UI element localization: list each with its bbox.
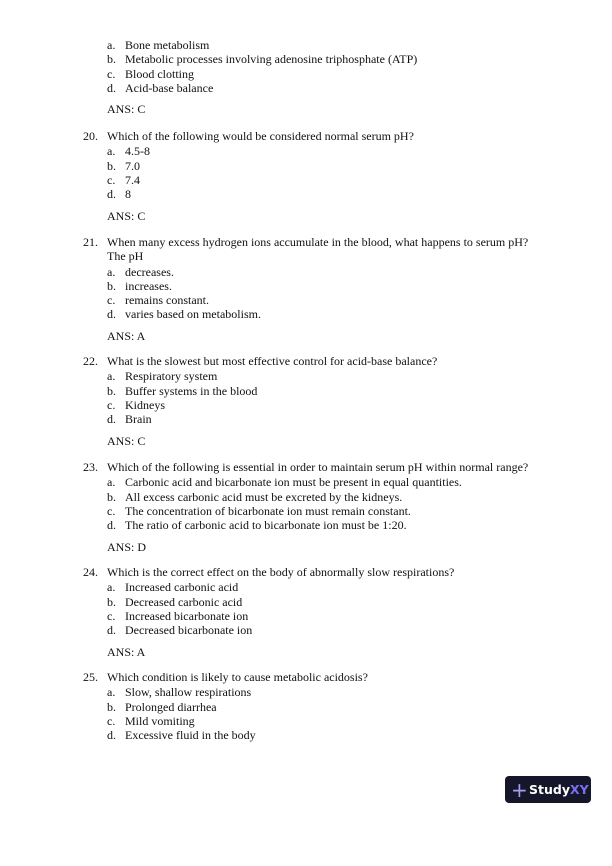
option-letter: d.	[107, 80, 116, 95]
answer-option	[0, 369, 612, 383]
answer-option	[0, 518, 612, 532]
option-text: increases.	[125, 278, 172, 293]
option-letter: c.	[107, 608, 116, 623]
option-text: decreases.	[125, 264, 174, 279]
option-text: 4.5-8	[125, 144, 150, 159]
option-letter: c.	[107, 293, 116, 308]
option-letter: c.	[107, 397, 116, 412]
answer-option	[0, 412, 612, 426]
question-line	[0, 129, 612, 143]
question-number: 23.	[83, 460, 98, 474]
option-text: The concentration of bicarbonate ion must remain constant.	[125, 503, 411, 518]
plus-icon: +	[511, 777, 528, 802]
question-block	[0, 129, 612, 223]
answer-option	[0, 52, 612, 66]
question-block	[0, 354, 612, 448]
option-text: varies based on metabolism.	[125, 307, 261, 322]
option-letter: d.	[107, 412, 116, 427]
option-text: Buffer systems in the blood	[125, 383, 258, 398]
studyxy-logo[interactable]	[505, 776, 591, 803]
answer-option	[0, 609, 612, 623]
answer-option	[0, 504, 612, 518]
question-text: What is the slowest but most effective control for acid-base balance?	[107, 354, 438, 368]
question-block	[0, 670, 612, 742]
answer-key: ANS: D	[107, 539, 147, 554]
option-text: Kidneys	[125, 397, 165, 412]
question-text: Which of the following would be considered normal serum pH?	[107, 129, 414, 143]
option-text: 8	[125, 187, 131, 202]
option-letter: d.	[107, 307, 116, 322]
answer-key: ANS: A	[107, 644, 146, 659]
option-letter: b.	[107, 383, 116, 398]
answer-option	[0, 700, 612, 714]
question-number: 24.	[83, 565, 98, 579]
answer-key: ANS: C	[107, 208, 146, 223]
option-letter: b.	[107, 489, 116, 504]
option-text: remains constant.	[125, 293, 209, 308]
option-text: Slow, shallow respirations	[125, 685, 252, 700]
option-letter: a.	[107, 144, 116, 159]
question-text: Which of the following is essential in order to maintain serum pH within normal range?	[107, 460, 529, 474]
question-block	[0, 565, 612, 659]
option-letter: a.	[107, 580, 116, 595]
option-letter: d.	[107, 623, 116, 638]
option-letter: c.	[107, 713, 116, 728]
option-text: Metabolic processes involving adenosine triphosphate (ATP)	[125, 52, 418, 67]
answer-option	[0, 173, 612, 187]
answer-option	[0, 685, 612, 699]
answer-option	[0, 307, 612, 321]
question-text: When many excess hydrogen ions accumulate in the blood, what happens to serum pH?	[107, 235, 529, 249]
logo-text: Study	[529, 782, 570, 797]
question-line	[0, 235, 612, 249]
option-letter: a.	[107, 369, 116, 384]
question-block	[0, 235, 612, 343]
question-line	[0, 249, 612, 263]
option-letter: a.	[107, 264, 116, 279]
option-text: Blood clotting	[125, 66, 194, 81]
option-letter: b.	[107, 278, 116, 293]
option-letter: c.	[107, 503, 116, 518]
answer-option	[0, 293, 612, 307]
option-text: All excess carbonic acid must be excreted by the kidneys.	[125, 489, 403, 504]
option-letter: b.	[107, 699, 116, 714]
option-letter: b.	[107, 594, 116, 609]
option-letter: b.	[107, 158, 116, 173]
answer-option	[0, 279, 612, 293]
option-text: Brain	[125, 412, 152, 427]
answer-option	[0, 595, 612, 609]
option-text: Excessive fluid in the body	[125, 728, 256, 743]
option-text: Carbonic acid and bicarbonate ion must be present in equal quantities.	[125, 475, 462, 490]
option-letter: d.	[107, 728, 116, 743]
option-text: Increased bicarbonate ion	[125, 608, 249, 623]
question-line	[0, 354, 612, 368]
option-letter: a.	[107, 475, 116, 490]
option-text: Decreased carbonic acid	[125, 594, 243, 609]
answer-option	[0, 728, 612, 742]
option-text: Respiratory system	[125, 369, 218, 384]
question-line	[0, 670, 612, 684]
option-letter: c.	[107, 66, 116, 81]
question-block	[0, 460, 612, 554]
answer-option	[0, 81, 612, 95]
option-letter: a.	[107, 38, 116, 52]
question-number: 20.	[83, 129, 98, 143]
answer-key: ANS: C	[107, 102, 146, 117]
question-number: 22.	[83, 354, 98, 368]
question-text: The pH	[107, 249, 144, 264]
answer-option	[0, 38, 612, 52]
option-letter: b.	[107, 52, 116, 67]
question-number: 21.	[83, 235, 98, 249]
option-letter: a.	[107, 685, 116, 700]
option-text: Bone metabolism	[125, 38, 210, 52]
question-line	[0, 460, 612, 474]
option-text: The ratio of carbonic acid to bicarbonate ion must be 1:20.	[125, 518, 407, 533]
answer-option	[0, 490, 612, 504]
question-text: Which is the correct effect on the body of abnormally slow respirations?	[107, 565, 455, 579]
option-text: Acid-base balance	[125, 80, 214, 95]
question-number: 25.	[83, 670, 98, 684]
answer-option	[0, 398, 612, 412]
question-line	[0, 565, 612, 579]
answer-option	[0, 67, 612, 81]
answer-option	[0, 384, 612, 398]
answer-key: ANS: A	[107, 328, 146, 343]
option-letter: d.	[107, 518, 116, 533]
answer-option	[0, 580, 612, 594]
option-text: Increased carbonic acid	[125, 580, 239, 595]
question-block	[0, 38, 612, 117]
option-text: Decreased bicarbonate ion	[125, 623, 253, 638]
answer-key: ANS: C	[107, 433, 146, 448]
answer-option	[0, 144, 612, 158]
answer-option	[0, 159, 612, 173]
option-text: Mild vomiting	[125, 713, 195, 728]
option-text: 7.0	[125, 158, 140, 173]
answer-option	[0, 475, 612, 489]
option-letter: d.	[107, 187, 116, 202]
answer-option	[0, 714, 612, 728]
answer-option	[0, 265, 612, 279]
answer-option	[0, 187, 612, 201]
option-text: 7.4	[125, 172, 140, 187]
logo-text-accent: XY	[569, 782, 589, 797]
option-text: Prolonged diarrhea	[125, 699, 217, 714]
option-letter: c.	[107, 172, 116, 187]
answer-option	[0, 623, 612, 637]
question-text: Which condition is likely to cause metabolic acidosis?	[107, 670, 368, 684]
